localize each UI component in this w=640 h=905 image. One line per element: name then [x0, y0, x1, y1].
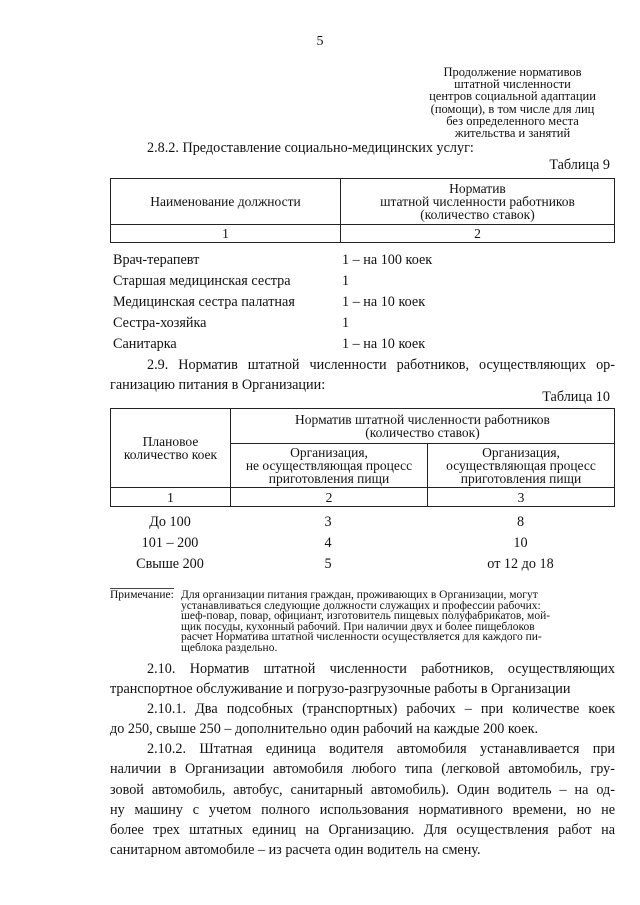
table10-col3-header: [428, 444, 615, 488]
section-2-10-paragraph: [110, 659, 615, 700]
header-text: приготовления пищи: [268, 471, 390, 486]
table10-row-beds: Свыше 200: [136, 556, 204, 572]
table10-col-number: 1: [111, 488, 231, 507]
table9-row-value: 1: [342, 273, 350, 289]
table9-label: Таблица 9: [549, 157, 610, 173]
note-line: щеблока раздельно.: [181, 641, 278, 654]
text-line: санитарном автомобиле – из расчета один водитель на смену.: [110, 842, 481, 859]
table9-row-name: Врач-терапевт: [113, 252, 200, 268]
note-label: Примечание:: [110, 589, 174, 601]
table10-row-value: 8: [516, 514, 525, 530]
table9-col-number: 1: [111, 225, 341, 243]
section-2-8-2-heading: 2.8.2. Предоставление социально-медицинских услуг:: [147, 140, 474, 156]
text-line: наличии в Организации автомобиля любого типа (легковой автомобиль, гру-: [110, 761, 615, 778]
note-line: щик посуды, кухонный рабочий. При наличии двух и более пищеблоков: [181, 620, 535, 633]
header-line: Продолжение нормативов: [443, 65, 582, 79]
text-line: ну машину с учетом полного использования нормативного времени, но не: [110, 801, 615, 818]
table9-row-name: Старшая медицинская сестра: [113, 273, 291, 289]
header-text: (количество ставок): [420, 207, 535, 222]
header-text: Организация,: [482, 445, 560, 460]
header-text: Плановое: [142, 434, 199, 449]
table10-row-beds: 101 – 200: [141, 535, 199, 551]
section-2-9-paragraph: [110, 355, 615, 396]
header-text: количество коек: [123, 447, 218, 462]
text-line: 2.9. Норматив штатной численности работников, осуществляющих ор-: [147, 357, 615, 373]
table10-label: Таблица 10: [542, 389, 610, 405]
header-line: центров социальной адаптации: [429, 89, 596, 104]
text-line: более трех штатных единиц на Организацию. Для осуществления работ на: [110, 822, 615, 839]
header-line: без определенного места: [446, 113, 579, 128]
table9-row-name: Санитарка: [113, 336, 177, 352]
page-number: 5: [316, 34, 324, 49]
header-text: Организация,: [290, 445, 368, 460]
note-line: шеф-повар, повар, официант, изготовитель пищевых полуфабрикатов, мой-: [181, 610, 551, 623]
header-text: (количество ставок): [365, 425, 480, 440]
header-text: штатной численности работников: [380, 194, 575, 209]
header-line: штатной численности: [454, 77, 571, 92]
table10-col2-header: [231, 444, 428, 488]
table10-row-beds: До 100: [149, 514, 191, 530]
table10-row-value: 10: [513, 535, 528, 551]
table9-row-value: 1 – на 10 коек: [342, 294, 426, 310]
table10-col1-header: [111, 409, 231, 488]
table9-header: [110, 178, 615, 243]
table9-row-value: 1 – на 10 коек: [342, 336, 426, 352]
text-line: 2.10. Норматив штатной численности работников, осуществляющих: [147, 661, 615, 677]
header-text: не осуществляющая процесс: [245, 458, 413, 473]
header-text: приготовления пищи: [460, 471, 582, 486]
text-line: до 250, свыше 250 – дополнительно один рабочий на каждые 200 коек.: [110, 721, 539, 738]
header-line: жительства и занятий: [454, 126, 571, 141]
header-text: осуществляющая процесс: [446, 458, 596, 473]
table10-row-value: от 12 до 18: [487, 556, 554, 572]
table10-col-number: 2: [231, 488, 428, 507]
section-2-10-2-paragraph: [110, 739, 615, 861]
note-line: Для организации питания граждан, проживающих в Организации, могут: [181, 589, 538, 601]
table10-row-value: 3: [324, 514, 332, 530]
table9-row-name: Медицинская сестра палатная: [113, 294, 295, 310]
table9-col-number: 2: [341, 225, 615, 243]
table9-row-value: 1 – на 100 коек: [342, 252, 433, 268]
header-text: Норматив штатной численности работников: [295, 412, 550, 427]
table10-group-header: [231, 409, 615, 444]
text-line: 2.10.1. Два подсобных (транспортных) рабочих – при количестве коек: [147, 701, 615, 717]
text-line: 2.10.2. Штатная единица водителя автомобиля устанавливается при: [147, 741, 615, 757]
note-line: устанавливаться следующие должности служащих и профессии рабочих:: [181, 599, 541, 612]
table9-row-value: 1: [342, 315, 350, 331]
table10-row-value: 5: [324, 556, 332, 572]
table9-row-name: Сестра-хозяйка: [113, 315, 207, 331]
table9-col1-header: Наименование должности: [111, 179, 341, 225]
table9-col2-header: [341, 179, 615, 225]
header-text: Норматив: [449, 181, 506, 196]
table10-col-number: 3: [428, 488, 615, 507]
text-line: зовой автомобиль, автобус, санитарный автомобиль). Один водитель – на од-: [110, 781, 615, 798]
text-line: ганизацию питания в Организации:: [110, 377, 326, 394]
header-line: (помощи), в том числе для лиц: [430, 101, 595, 116]
running-header: [415, 66, 610, 139]
note-line: расчет Норматива штатной численности осуществляется для каждого пи-: [181, 631, 542, 644]
section-2-10-1-paragraph: [110, 699, 615, 740]
table10-header: [110, 408, 615, 507]
table10-row-value: 4: [324, 535, 332, 551]
text-line: транспортное обслуживание и погрузо-разгрузочные работы в Организации: [110, 681, 571, 698]
